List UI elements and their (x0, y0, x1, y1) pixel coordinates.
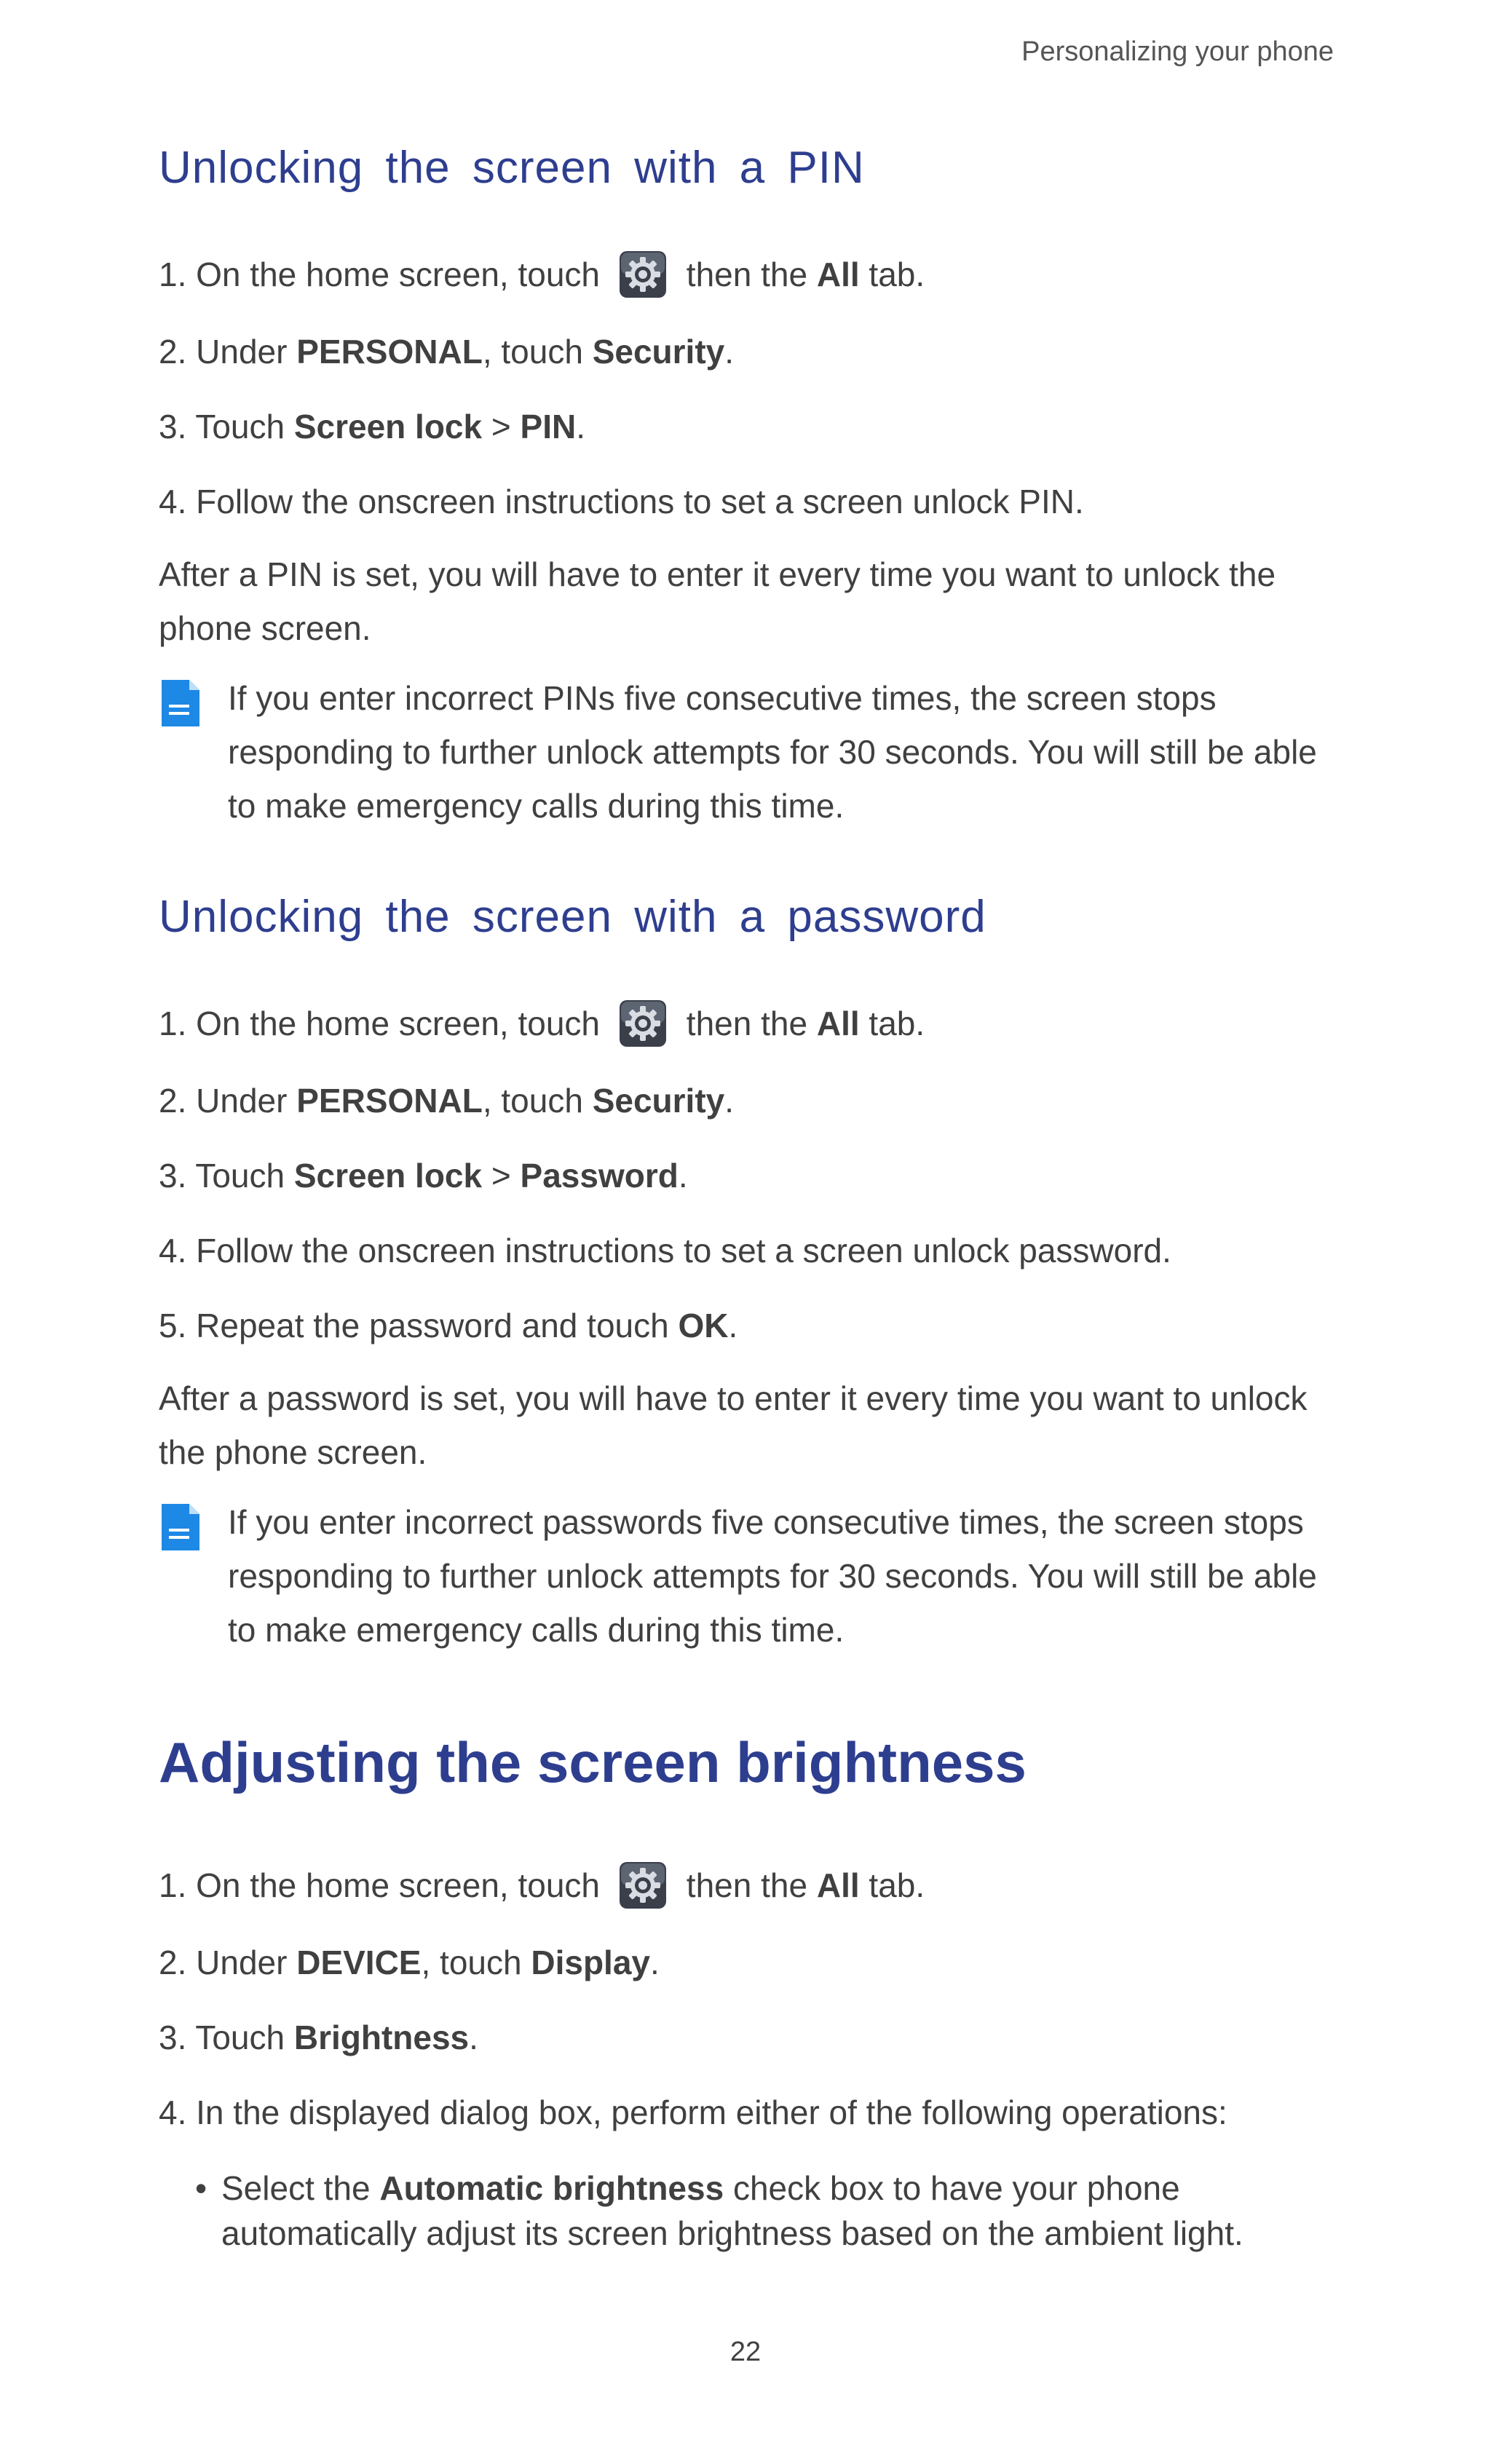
step-text: 3. Touch (159, 2019, 294, 2056)
step-bold: DEVICE (296, 1944, 422, 1981)
page-content (159, 142, 1331, 2256)
step-bold: Display (531, 1944, 650, 1981)
section-title-password: Unlocking the screen with a password (159, 892, 986, 942)
bullet-text-pre: Select the (221, 2169, 380, 2207)
running-header: Personalizing your phone (1021, 36, 1334, 67)
step-text: 2. Under (159, 1082, 297, 1120)
pin-note (159, 671, 1331, 833)
step-text: . (650, 1944, 660, 1981)
step-bold: Screen lock (293, 1157, 483, 1195)
step-text: . (469, 2019, 478, 2056)
step-text: 2. Under (159, 333, 297, 371)
step-bold: Security (592, 333, 725, 371)
step-bold: PIN (520, 408, 577, 445)
step-text: 4. Follow the onscreen instructions to set a screen unlock PIN. (159, 483, 1084, 520)
step-text: then the (677, 1005, 817, 1042)
settings-gear-icon (619, 250, 667, 298)
password-step-3 (159, 1154, 1331, 1197)
step-text: . (724, 1082, 734, 1120)
pin-after-paragraph: After a PIN is set, you will have to enter it every time you want to unlock the phone screen. (159, 555, 1276, 647)
step-bold: Brightness (293, 2019, 470, 2056)
note-icon (159, 1501, 202, 1553)
step-text: tab. (859, 255, 925, 293)
password-step-4 (159, 1229, 1331, 1272)
step-text: > (482, 1157, 521, 1195)
step-text: 4. In the displayed dialog box, perform either of the following operations: (159, 2093, 1227, 2131)
pin-step-3 (159, 405, 1331, 448)
note-icon (159, 677, 202, 729)
step-text: , touch (482, 1082, 593, 1120)
step-bold: PERSONAL (296, 333, 483, 371)
step-text: , touch (421, 1944, 531, 1981)
step-text: then the (677, 1866, 817, 1904)
step-text: 1. On the home screen, touch (159, 1005, 601, 1042)
brightness-step-4 (159, 2091, 1331, 2134)
step-text: 1. On the home screen, touch (159, 1866, 601, 1904)
brightness-step-3 (159, 2016, 1331, 2059)
step-text: tab. (859, 1866, 925, 1904)
pin-step-2 (159, 330, 1331, 373)
password-step-5 (159, 1304, 1331, 1347)
password-after-paragraph: After a password is set, you will have to enter it every time you want to unlock the phone screen. (159, 1379, 1308, 1471)
step-text: > (482, 408, 521, 445)
step-text: then the (677, 255, 817, 293)
password-note (159, 1495, 1331, 1657)
pin-step-4 (159, 480, 1331, 523)
step-bold: All (816, 1866, 860, 1904)
password-step-1 (159, 999, 1331, 1047)
password-step-2 (159, 1079, 1331, 1122)
step-bold: OK (678, 1307, 729, 1344)
step-text: , touch (482, 333, 593, 371)
step-bold: Password (520, 1157, 679, 1195)
note-text: If you enter incorrect passwords five consecutive times, the screen stops responding to further unlock attempts for 30 seconds. You will still be able to make emergency calls during this time. (228, 1503, 1317, 1649)
step-bold: All (816, 255, 860, 293)
step-text: tab. (859, 1005, 925, 1042)
step-text: . (724, 333, 734, 371)
page-number: 22 (729, 2337, 762, 2367)
bullet-text-post: check box to have your phone automatically adjust its screen brightness based on the ambient light. (221, 2169, 1243, 2252)
bullet-bold: Automatic brightness (379, 2169, 724, 2207)
step-text: . (728, 1307, 738, 1344)
pin-step-1 (159, 250, 1331, 298)
step-bold: Security (592, 1082, 725, 1120)
section-title-brightness: Adjusting the screen brightness (159, 1730, 1027, 1794)
step-bold: Screen lock (293, 408, 483, 445)
brightness-step-2 (159, 1941, 1331, 1984)
note-text: If you enter incorrect PINs five consecutive times, the screen stops responding to further unlock attempts for 30 seconds. You will still be able to make emergency calls during this time. (228, 679, 1317, 825)
step-bold: All (816, 1005, 860, 1042)
step-bold: PERSONAL (296, 1082, 483, 1120)
brightness-bullet (195, 2166, 1331, 2256)
step-text: 4. Follow the onscreen instructions to set a screen unlock password. (159, 1232, 1171, 1269)
step-text: 5. Repeat the password and touch (159, 1307, 679, 1344)
bullet-dot: • (195, 2169, 207, 2207)
step-text: . (576, 408, 586, 445)
settings-gear-icon (619, 999, 667, 1047)
step-text: 3. Touch (159, 1157, 294, 1195)
step-text: 2. Under (159, 1944, 297, 1981)
step-text: 3. Touch (159, 408, 294, 445)
settings-gear-icon (619, 1861, 667, 1909)
step-text: . (678, 1157, 688, 1195)
brightness-step-1 (159, 1861, 1331, 1909)
section-title-pin: Unlocking the screen with a PIN (159, 143, 865, 193)
bullet-text (221, 2166, 1331, 2256)
step-text: 1. On the home screen, touch (159, 255, 601, 293)
